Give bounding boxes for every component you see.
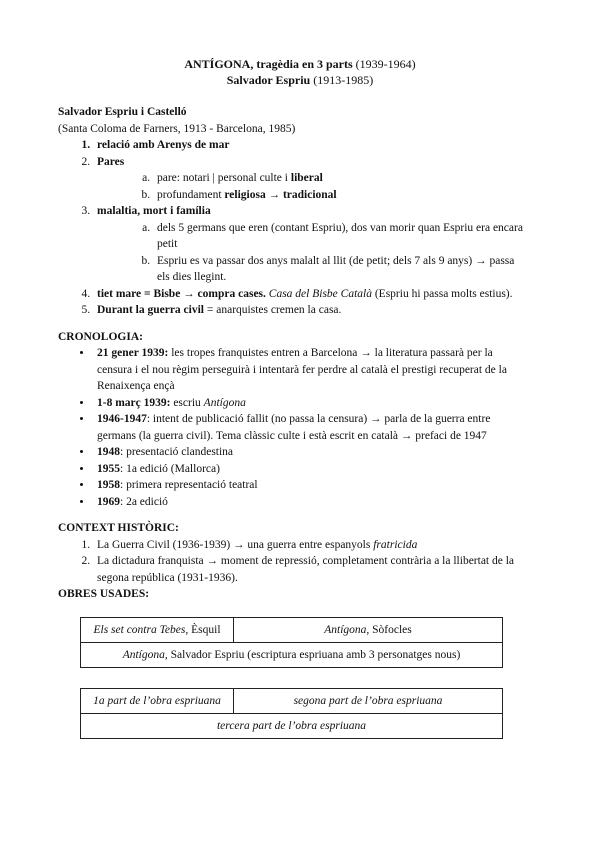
cronologia-list bbox=[58, 345, 528, 510]
obres-heading: OBRES USADES: bbox=[58, 588, 150, 600]
context-list bbox=[58, 537, 528, 587]
cronologia-heading: CRONOLOGIA: bbox=[58, 330, 143, 343]
bio-item-2b: b. profundament religiosa → tradicional bbox=[153, 187, 528, 204]
obres-table-2-cell-c: tercera part de l’obra espriuana bbox=[81, 714, 503, 739]
bio-sublist-3 bbox=[97, 220, 528, 286]
cronologia-item: • 21 gener 1939: les tropes franquistes entren a Barcelona → la literatura passarà per la censura i el nou règim perseguirà i intentarà fer perdre al català el prestigi recuperat de la Renaixença ençà bbox=[93, 345, 528, 395]
bio-name: Salvador Espriu i Castelló bbox=[58, 106, 187, 118]
context-heading: CONTEXT HISTÒRIC: bbox=[58, 522, 179, 534]
bio-item-3: 3. malaltia, mort i família a. dels 5 germans que eren (contant Espriu), dos van morir quan Espriu era encara petit b. Espriu es va passar dos anys malalt al llit (de petit; dels 7 als 9 anys) → passa els dies llegint. bbox=[93, 203, 528, 286]
bio-sublist-2 bbox=[97, 170, 528, 203]
bio-item-3b: b. Espriu es va passar dos anys malalt al llit (de petit; dels 7 als 9 anys) → passa els dies llegint. bbox=[153, 253, 528, 286]
document-header bbox=[0, 56, 600, 88]
title-dates: (1939-1964) bbox=[352, 57, 416, 71]
author: Salvador Espriu bbox=[226, 73, 311, 87]
cronologia-item: • 1946-1947: intent de publicació fallit (no passa la censura) → parla de la guerra entre germans (la guerra civil). Tema clàssic culte i està escrit en català → prefaci de 1947 bbox=[93, 411, 528, 444]
obres-table-2-cell-b: segona part de l’obra espriuana bbox=[234, 689, 503, 714]
bio-item-4: 4. tiet mare = Bisbe → compra cases. Casa del Bisbe Català (Espriu hi passa molts estius). bbox=[93, 286, 528, 303]
bio-item-2: 2. Pares a. pare: notari | personal culte i liberal b. profundament religiosa → tradicional bbox=[93, 154, 528, 204]
obres-table-1-cell-c: Antígona, Salvador Espriu (escriptura espriuana amb 3 personatges nous) bbox=[81, 643, 503, 668]
bio-item-2a: a. pare: notari | personal culte i liberal bbox=[153, 170, 528, 187]
bio-life: (Santa Coloma de Farners, 1913 - Barcelona, 1985) bbox=[58, 122, 296, 135]
cronologia-item: • 1969: 2a edició bbox=[93, 494, 528, 511]
cronologia-item: • 1948: presentació clandestina bbox=[93, 444, 528, 461]
cronologia-item: • 1955: 1a edició (Mallorca) bbox=[93, 461, 528, 478]
obres-table-1-cell-a: Els set contra Tebes, Èsquil bbox=[81, 618, 234, 643]
author-dates: (1913-1985) bbox=[310, 73, 374, 87]
context-item-2: 2. La dictadura franquista → moment de repressió, completament contrària a la llibertat de la segona república (1931-1936). bbox=[93, 553, 528, 586]
cronologia-item: • 1958: primera representació teatral bbox=[93, 477, 528, 494]
title: ANTÍGONA, tragèdia en 3 parts bbox=[184, 57, 353, 71]
document-body bbox=[58, 104, 528, 603]
obres-table-1 bbox=[80, 617, 503, 668]
obres-table-1-cell-b: Antígona, Sòfocles bbox=[234, 618, 503, 643]
title-line bbox=[0, 56, 600, 72]
author-line bbox=[0, 72, 600, 88]
obres-table-2-cell-a: 1a part de l’obra espriuana bbox=[81, 689, 234, 714]
bio-item-1: 1. relació amb Arenys de mar bbox=[93, 137, 528, 154]
bio-item-3a: a. dels 5 germans que eren (contant Espriu), dos van morir quan Espriu era encara petit bbox=[153, 220, 528, 253]
cronologia-item: • 1-8 març 1939: escriu Antígona bbox=[93, 395, 528, 412]
bio-list bbox=[58, 137, 528, 319]
context-item-1: 1. La Guerra Civil (1936-1939) → una guerra entre espanyols fratricida bbox=[93, 537, 528, 554]
obres-table-2 bbox=[80, 688, 503, 739]
bio-item-5: 5. Durant la guerra civil = anarquistes cremen la casa. bbox=[93, 302, 528, 319]
